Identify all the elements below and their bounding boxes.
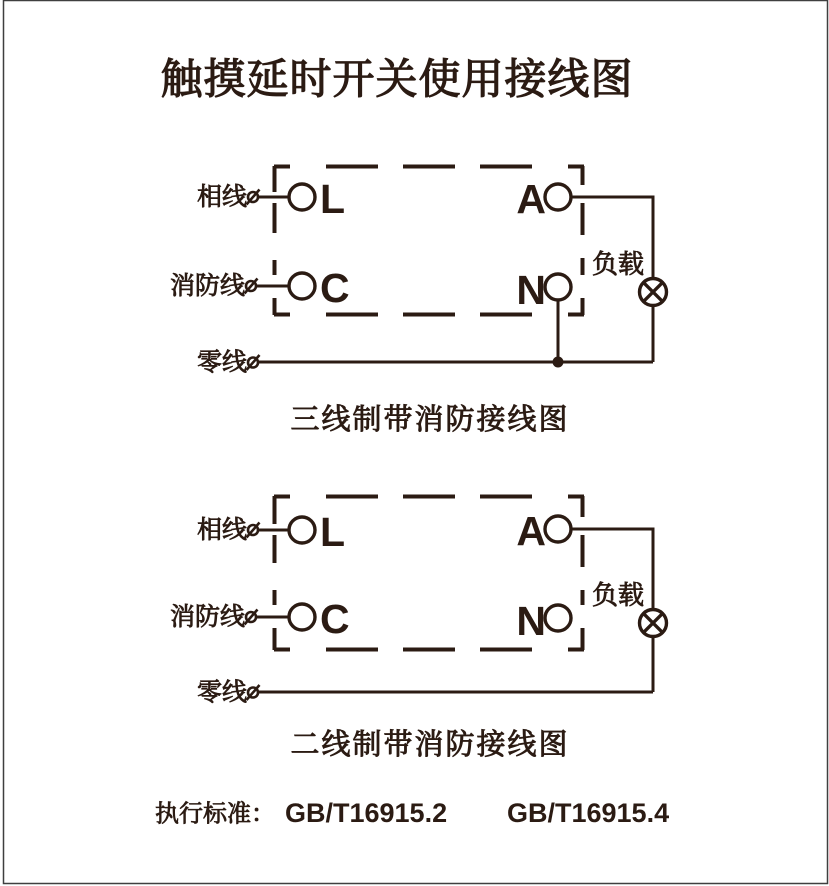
standards-label: 执行标准：	[155, 800, 275, 828]
phase-label: 相线	[196, 183, 247, 211]
lamp-icon	[640, 279, 667, 306]
terminal-n-circle	[545, 605, 571, 631]
fire-terminal-icon	[245, 279, 258, 294]
diagram-two-wire	[170, 496, 667, 761]
terminal-l-label: L	[320, 176, 346, 222]
standards-code-1: GB/T16915.2	[285, 798, 448, 828]
standards-code-2: GB/T16915.4	[507, 798, 670, 828]
terminal-c-label: C	[320, 596, 350, 642]
terminal-c-label: C	[320, 265, 350, 311]
diagram-caption: 三线制带消防接线图	[290, 404, 570, 436]
terminal-n-circle	[545, 274, 571, 300]
terminal-n-label: N	[516, 598, 546, 644]
neutral-terminal-icon	[247, 685, 260, 700]
neutral-label: 零线	[196, 348, 247, 377]
load-label: 负载	[592, 580, 645, 610]
standards-line	[155, 798, 669, 828]
fire-label: 消防线	[169, 603, 245, 631]
terminal-l-circle	[289, 517, 315, 543]
terminal-l-label: L	[320, 509, 346, 555]
neutral-terminal-icon	[247, 355, 260, 370]
phase-terminal-icon	[247, 523, 260, 538]
terminal-a-label: A	[516, 508, 546, 554]
fire-label: 消防线	[169, 272, 245, 300]
diagram-three-wire	[170, 166, 667, 436]
terminal-c-circle	[289, 273, 315, 299]
page-title: 触摸延时开关使用接线图	[160, 55, 634, 103]
terminal-l-circle	[289, 184, 315, 210]
terminal-a-circle	[545, 516, 571, 542]
lamp-icon	[640, 610, 667, 637]
terminal-n-label: N	[516, 267, 546, 313]
phase-terminal-icon	[247, 190, 260, 205]
terminal-a-label: A	[516, 176, 546, 222]
fire-terminal-icon	[245, 610, 258, 625]
phase-label: 相线	[196, 516, 247, 544]
terminal-a-circle	[545, 184, 571, 210]
neutral-label: 零线	[196, 678, 247, 707]
load-label: 负载	[592, 249, 645, 279]
terminal-c-circle	[289, 604, 315, 630]
junction-dot	[553, 357, 564, 368]
diagram-caption: 二线制带消防接线图	[290, 729, 570, 761]
